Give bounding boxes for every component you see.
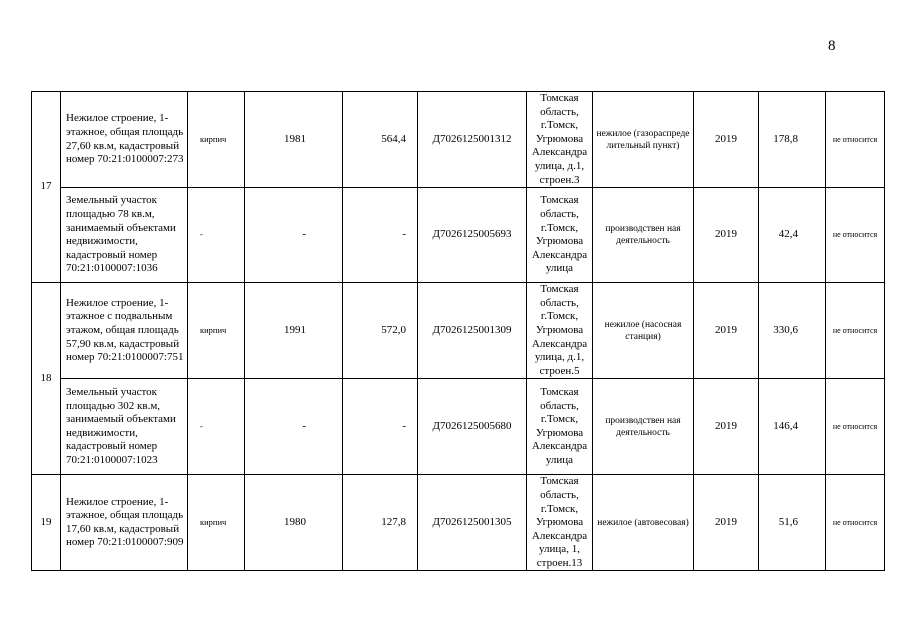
table-row [32,283,885,379]
table-row [32,379,885,475]
area: - [343,188,418,283]
purpose: нежилое (насосная станция) [593,283,694,379]
purpose: производствен ная деятельность [593,379,694,475]
year: 2019 [694,92,759,188]
area: - [343,379,418,475]
object-name: Земельный участок площадью 302 кв.м, занимаемый объектами недвижимости, кадастровый номер 70:21:0100007:1023 [61,379,188,475]
inventory-number: Д7026125005693 [418,188,527,283]
inventory-number: Д7026125001312 [418,92,527,188]
address: Томская область, г.Томск, Угрюмова Александра улица, д.1, строен.5 [527,283,593,379]
area-2: 51,6 [759,475,826,571]
wall-material: - [188,188,245,283]
area-2: 146,4 [759,379,826,475]
build-year: 1981 [245,92,343,188]
area-2: 178,8 [759,92,826,188]
area-2: 330,6 [759,283,826,379]
purpose: производствен ная деятельность [593,188,694,283]
property-table [31,91,885,571]
row-number: 17 [32,92,61,283]
purpose: нежилое (автовесовая) [593,475,694,571]
build-year: 1980 [245,475,343,571]
wall-material: - [188,379,245,475]
wall-material: кирпич [188,283,245,379]
year: 2019 [694,379,759,475]
area: 572,0 [343,283,418,379]
purpose: нежилое (газораспреде лительный пункт) [593,92,694,188]
build-year: - [245,188,343,283]
relation: не относится [826,92,885,188]
address: Томская область, г.Томск, Угрюмова Александра улица, 1, строен.13 [527,475,593,571]
area: 127,8 [343,475,418,571]
area-2: 42,4 [759,188,826,283]
row-number: 18 [32,283,61,475]
table-row [32,92,885,188]
table-row [32,188,885,283]
address: Томская область, г.Томск, Угрюмова Александра улица [527,379,593,475]
year: 2019 [694,188,759,283]
object-name: Нежилое строение, 1-этажное, общая площадь 27,60 кв.м, кадастровый номер 70:21:0100007:273 [61,92,188,188]
year: 2019 [694,283,759,379]
relation: не относится [826,475,885,571]
inventory-number: Д7026125001305 [418,475,527,571]
year: 2019 [694,475,759,571]
object-name: Земельный участок площадью 78 кв.м, занимаемый объектами недвижимости, кадастровый номер 70:21:0100007:1036 [61,188,188,283]
address: Томская область, г.Томск, Угрюмова Александра улица, д.1, строен.3 [527,92,593,188]
wall-material: кирпич [188,92,245,188]
wall-material: кирпич [188,475,245,571]
address: Томская область, г.Томск, Угрюмова Александра улица [527,188,593,283]
build-year: - [245,379,343,475]
object-name: Нежилое строение, 1-этажное, общая площадь 17,60 кв.м, кадастровый номер 70:21:0100007:909 [61,475,188,571]
table-row [32,475,885,571]
build-year: 1991 [245,283,343,379]
inventory-number: Д7026125001309 [418,283,527,379]
inventory-number: Д7026125005680 [418,379,527,475]
relation: не относится [826,188,885,283]
row-number: 19 [32,475,61,571]
page-number: 8 [828,38,836,54]
relation: не относится [826,283,885,379]
area: 564,4 [343,92,418,188]
relation: не относится [826,379,885,475]
object-name: Нежилое строение, 1-этажное с подвальным этажом, общая площадь 57,90 кв.м, кадастровый номер 70:21:0100007:751 [61,283,188,379]
